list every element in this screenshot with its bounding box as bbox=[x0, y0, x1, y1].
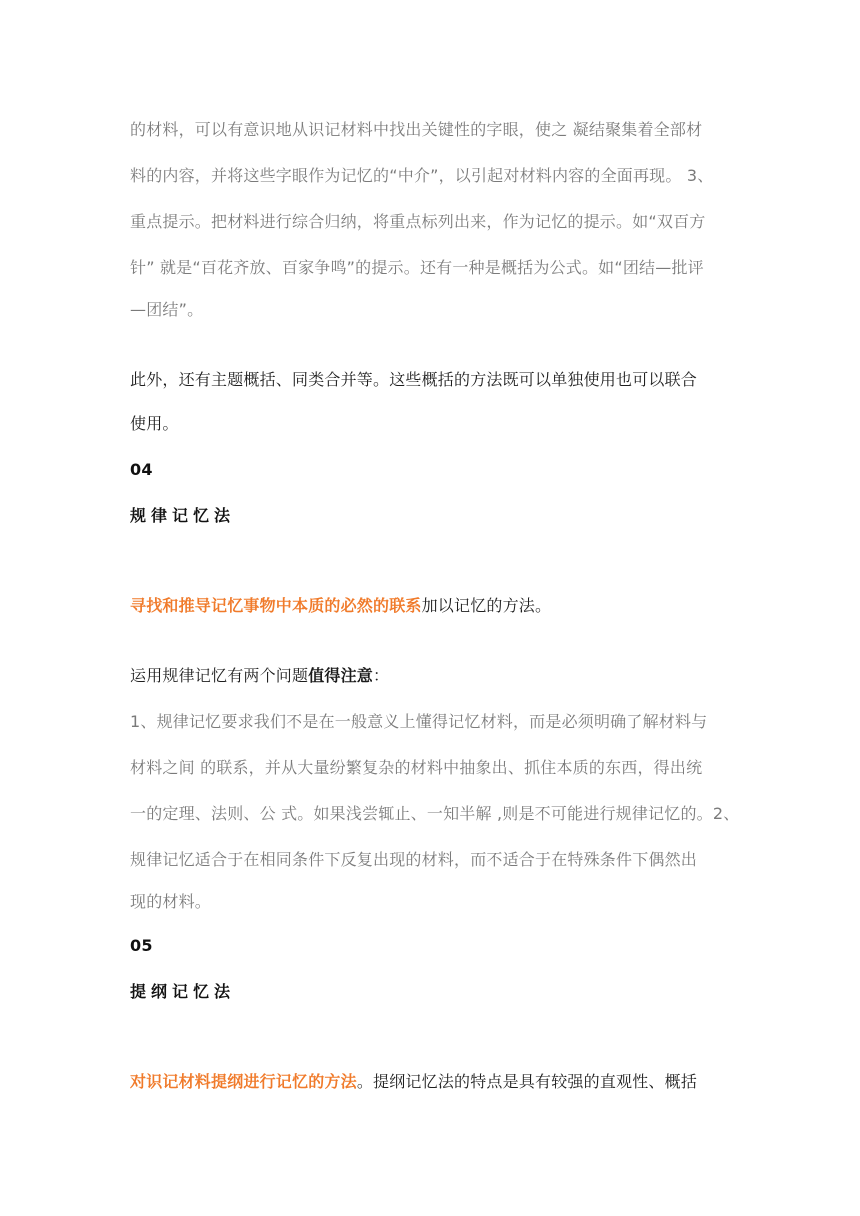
section-04-note-prefix: 运用规律记忆有两个问题 bbox=[130, 666, 309, 685]
para1-line-2: 料的内容，并将这些字眼作为记忆的“中介”，以引起对材料内容的全面再现。 3、 bbox=[130, 166, 714, 185]
section-04-body-line-2: 材料之间 的联系，并从大量纷繁复杂的材料中抽象出、抓住本质的东西，得出统 bbox=[130, 758, 703, 777]
para1-line-1: 的材料，可以有意识地从识记材料中找出关键性的字眼，使之 凝结聚集着全部材 bbox=[130, 120, 703, 139]
section-04-lead-highlight: 寻找和推导记忆事物中本质的必然的联系 bbox=[130, 596, 422, 615]
section-04-body-line-1: 1、规律记忆要求我们不是在一般意义上懂得记忆材料，而是必须明确了解材料与 bbox=[130, 712, 708, 731]
para1-line-5: —团结”。 bbox=[130, 300, 204, 319]
section-04-lead-rest: 加以记忆的方法。 bbox=[421, 596, 552, 615]
section-04-note-bold: 值得注意 bbox=[308, 666, 374, 685]
section-04-note-suffix: ： bbox=[373, 666, 390, 685]
para1-line-3: 重点提示。把材料进行综合归纳，将重点标列出来，作为记忆的提示。如“双百方 bbox=[130, 212, 706, 231]
section-04-body-line-4: 规律记忆适合于在相同条件下反复出现的材料，而不适合于在特殊条件下偶然出 bbox=[130, 850, 698, 869]
para1-line-4: 针” 就是“百花齐放、百家争鸣”的提示。还有一种是概括为公式。如“团结—批评 bbox=[130, 258, 704, 277]
section-05-lead-highlight: 对识记材料提纲进行记忆的方法 bbox=[130, 1072, 357, 1091]
section-04-note bbox=[130, 664, 730, 688]
para2-line-2: 使用。 bbox=[130, 414, 179, 433]
section-04-body-line-5: 现的材料。 bbox=[130, 892, 212, 911]
para2-line-1: 此外，还有主题概括、同类合并等。这些概括的方法既可以单独使用也可以联合 bbox=[130, 370, 698, 389]
section-04-body-line-3: 一的定理、法则、公 式。如果浅尝辄止、一知半解 ,则是不可能进行规律记忆的。2、 bbox=[130, 804, 740, 823]
section-05-number: 05 bbox=[130, 936, 153, 955]
section-05-lead-rest: 。提纲记忆法的特点是具有较强的直观性、概括 bbox=[356, 1072, 698, 1091]
section-04-title: 规律记忆法 bbox=[130, 506, 236, 525]
section-04-number: 04 bbox=[130, 460, 153, 479]
section-05-title: 提纲记忆法 bbox=[130, 982, 236, 1001]
section-05-lead bbox=[130, 1070, 730, 1094]
section-04-lead bbox=[130, 594, 730, 618]
